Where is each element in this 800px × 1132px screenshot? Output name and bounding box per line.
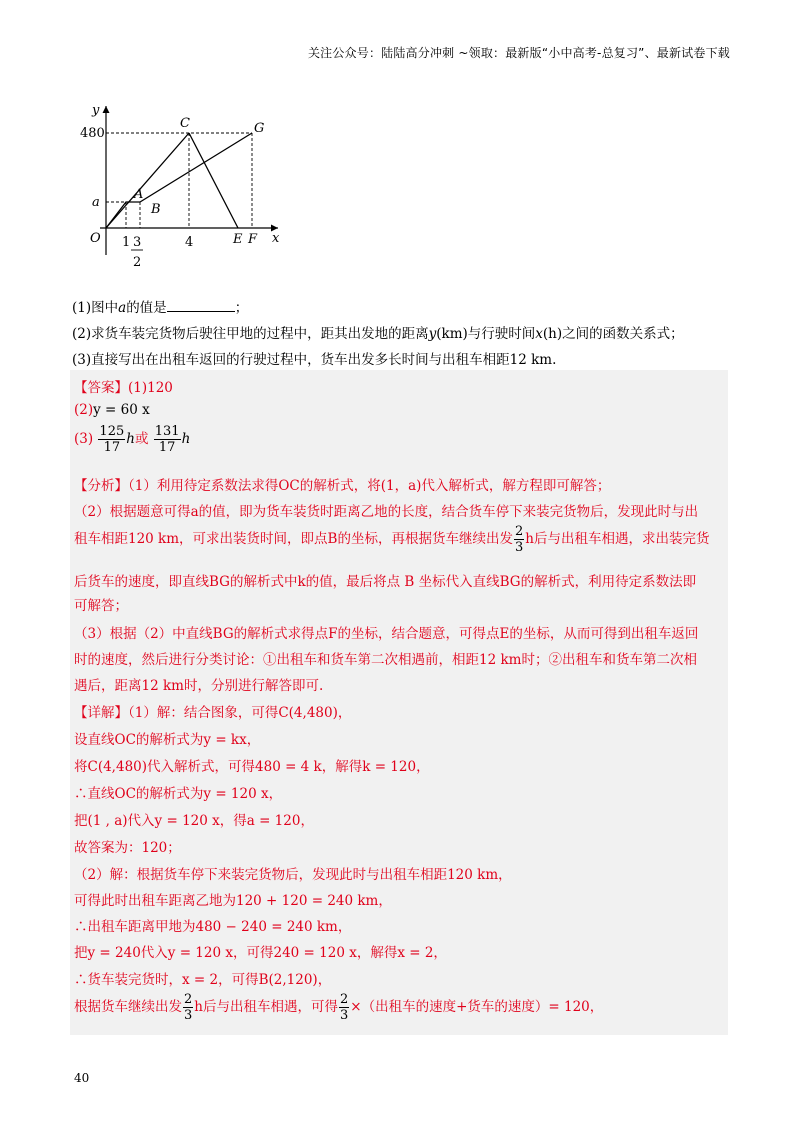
x-tick-3-num: 3 bbox=[133, 235, 142, 250]
detail-line-11: ∴货车装完货时，x = 2，可得B(2,120)， bbox=[74, 972, 332, 988]
answer-blank bbox=[167, 299, 235, 312]
detail-line-4: ∴直线OC的解析式为y = 120 x， bbox=[74, 786, 283, 802]
detail-line-2: 设直线OC的解析式为y = kx， bbox=[74, 732, 261, 748]
detail-line-1: 【详解】（1）解：结合图象，可得C(4,480)， bbox=[74, 705, 352, 721]
line-OC bbox=[106, 133, 189, 228]
detail-line-7: （2）解：根据货车停下来装完货物后，发现此时与出租车相距120 km， bbox=[74, 867, 512, 883]
answer-line-1: 【答案】(1)120 bbox=[74, 380, 173, 396]
analysis-line-6: （3）根据（2）中直线BG的解析式求得点F的坐标，结合题意，可得点E的坐标，从而可得到出租车返回 bbox=[74, 626, 699, 642]
x-axis-label: x bbox=[272, 231, 280, 246]
analysis-line-7: 时的速度，然后进行分类讨论：①出租车和货车第二次相遇前，相距12 km时；②出租车和货车第二次相 bbox=[74, 652, 697, 668]
origin-label: O bbox=[90, 231, 101, 246]
point-A-label: A bbox=[134, 187, 144, 202]
detail-line-12: 根据货车继续出发 $\frac{2}{3}$ h后与出租车相遇，可得 $\frac{2}{3}$ ×（出租车的速度+货车的速度）= 120， bbox=[74, 992, 604, 1023]
question-2: (2)求货车装完货物后驶往甲地的过程中，距其出发地的距离y(km)与行驶时间x(h)之间的函数关系式； bbox=[72, 326, 684, 342]
y-tick-480: 480 bbox=[80, 126, 105, 141]
question-3: (3)直接写出在出租车返回的行驶过程中，货车出发多长时间与出租车相距12 km. bbox=[72, 352, 557, 368]
analysis-line-3: 租车相距120 km，可求出装货时间，即点B的坐标，再根据货车继续出发 $\frac{2}{3}$ h后与出租车相遇，求出装完货 bbox=[74, 524, 710, 555]
answer-section bbox=[70, 370, 728, 1035]
analysis-line-4: 后货车的速度，即直线BG的解析式中k的值，最后将点 B 坐标代入直线BG的解析式，利用待定系数法即 bbox=[74, 574, 697, 590]
line-CE bbox=[189, 133, 238, 228]
analysis-line-1: 【分析】（1）利用待定系数法求得OC的解析式，将(1，a)代入解析式，解方程即可解答； bbox=[74, 478, 611, 494]
point-E-label: E bbox=[233, 232, 243, 247]
analysis-line-8: 遇后，距离12 km时，分别进行解答即可. bbox=[74, 678, 324, 694]
analysis-line-2: （2）根据题意可得a的值，即为货车装货时距离乙地的长度，结合货车停下来装完货物后，发现此时与出 bbox=[74, 504, 699, 520]
answer-line-3: (3) $\frac{125}{17}$ h或 $\frac{131}{17}$ h bbox=[74, 424, 191, 455]
point-C-label: C bbox=[180, 116, 190, 131]
detail-line-10: 把y = 240代入y = 120 x，可得240 = 120 x，解得x = 2， bbox=[74, 945, 447, 961]
point-G-label: G bbox=[254, 121, 265, 136]
x-tick-1: 1 bbox=[122, 235, 131, 250]
page-number: 40 bbox=[74, 1071, 90, 1085]
y-axis-label: y bbox=[92, 103, 100, 118]
question-1: (1)图中a的值是 ； bbox=[72, 300, 249, 316]
point-F-label: F bbox=[248, 232, 258, 247]
point-B-label: B bbox=[151, 202, 161, 217]
detail-line-5: 把(1 , a)代入y = 120 x，得a = 120， bbox=[74, 813, 314, 829]
detail-line-3: 将C(4,480)代入解析式，可得480 = 4 k，解得k = 120， bbox=[74, 759, 430, 775]
y-tick-a: a bbox=[92, 195, 100, 210]
detail-line-8: 可得此时出租车距离乙地为120 + 120 = 240 km， bbox=[74, 893, 392, 909]
analysis-line-5: 可解答； bbox=[74, 598, 128, 614]
detail-line-6: 故答案为：120； bbox=[74, 840, 181, 856]
x-tick-4: 4 bbox=[185, 235, 194, 250]
page-header: 关注公众号：陆陆高分冲刺 ~领取：最新版“小中高考-总复习”、最新试卷下载 bbox=[307, 46, 730, 60]
answer-line-2: (2)y = 60 x bbox=[74, 402, 150, 418]
x-tick-2-den: 2 bbox=[133, 255, 142, 270]
detail-line-9: ∴出租车距离甲地为480 − 240 = 240 km， bbox=[74, 919, 352, 935]
distance-time-graph bbox=[80, 100, 290, 280]
